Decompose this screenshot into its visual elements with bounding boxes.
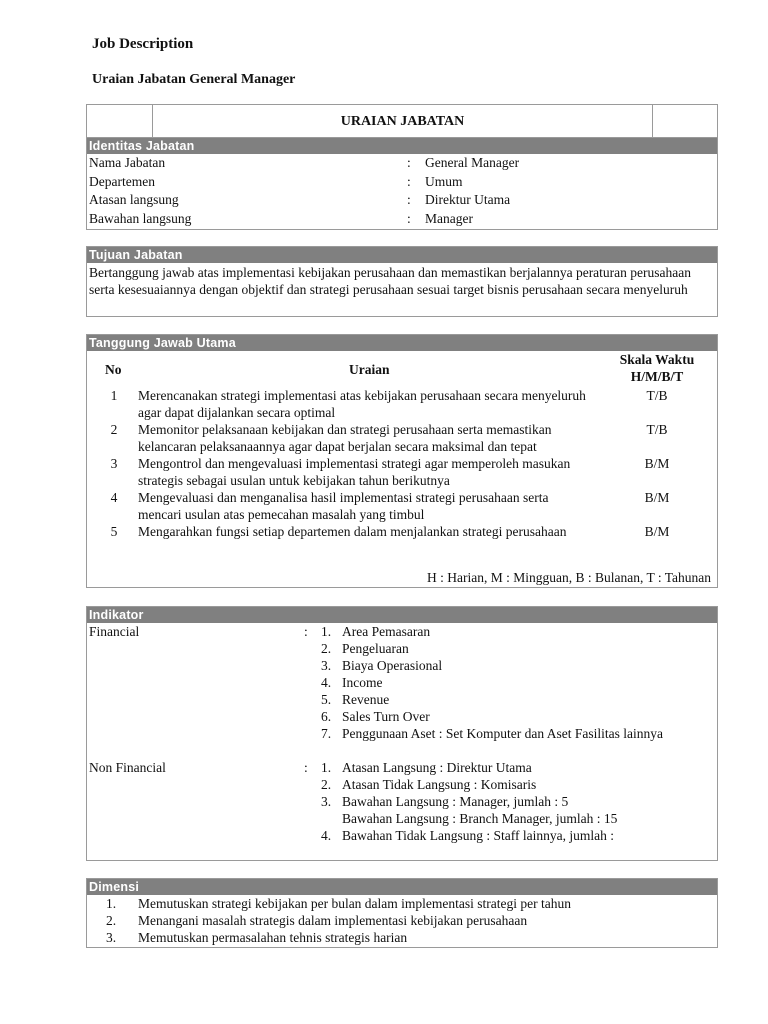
financial-block (87, 623, 717, 742)
item-text: Mengevaluasi dan menganalisa hasil implementasi strategi perusahaan serta mencari usulan atas pemecahan masalah yang timbul (138, 490, 549, 522)
tujuan-text: Bertanggung jawab atas implementasi kebijakan perusahaan dan memastikan berjalannya peraturan perusahaan serta kesesuaiannya dengan objektif dan strategi perusahaan sesuai target bisnis perusahaan secara menyeluruh (89, 265, 692, 297)
financial-colon: : (304, 624, 308, 639)
list-number: 3. (321, 658, 332, 673)
list-subtext: Bawahan Langsung : Branch Manager, jumlah : 15 (342, 811, 618, 826)
title-box-left-cell (87, 105, 153, 137)
tujuan-section (86, 246, 718, 317)
list-number: 2. (321, 641, 332, 656)
identitas-section (86, 137, 718, 230)
identitas-value: General Manager (425, 155, 520, 170)
list-item (321, 674, 717, 691)
list-text: Pengeluaran (342, 641, 409, 656)
list-text: Revenue (342, 692, 390, 707)
list-text: Sales Turn Over (342, 709, 430, 724)
indikator-spacer (87, 742, 717, 759)
column-header-skala (597, 351, 717, 385)
non-financial-list (321, 759, 717, 844)
item-number: 4 (110, 490, 118, 505)
column-header-uraian: Uraian (349, 362, 390, 377)
financial-label: Financial (89, 624, 140, 639)
item-skala: T/B (646, 388, 668, 403)
dimensi-header: Dimensi (87, 879, 717, 895)
item-skala: B/M (644, 456, 670, 471)
dimensi-number: 2. (106, 913, 117, 928)
list-number: 2. (321, 777, 332, 792)
title-box (86, 104, 718, 137)
column-header-skala-line2: H/M/B/T (630, 369, 684, 384)
list-text: Atasan Langsung : Direktur Utama (342, 760, 532, 775)
identitas-colon: : (407, 192, 411, 207)
list-text: Atasan Tidak Langsung : Komisaris (342, 777, 537, 792)
dimensi-item (87, 929, 717, 946)
list-text: Penggunaan Aset : Set Komputer dan Aset Fasilitas lainnya (342, 726, 663, 741)
identitas-value: Umum (425, 173, 463, 189)
list-text: Bawahan Tidak Langsung : Staff lainnya, jumlah : (342, 828, 614, 843)
list-item (321, 793, 717, 827)
item-skala: T/B (646, 422, 668, 437)
identitas-label: Departemen (89, 173, 155, 189)
title-box-heading: URAIAN JABATAN (153, 105, 653, 137)
document-subtitle: Uraian Jabatan General Manager (92, 72, 296, 87)
dimensi-item (87, 895, 717, 912)
list-number: 6. (321, 709, 332, 724)
tanggung-jawab-column-headers (87, 351, 717, 387)
item-text: Mengarahkan fungsi setiap departemen dalam menjalankan strategi perusahaan (138, 524, 567, 539)
column-header-no: No (105, 362, 122, 377)
list-number: 5. (321, 692, 332, 707)
tanggung-jawab-item (87, 489, 717, 523)
identitas-colon: : (407, 210, 411, 226)
list-number: 1. (321, 624, 332, 639)
tanggung-jawab-section (86, 334, 718, 588)
indikator-header: Indikator (87, 607, 717, 623)
non-financial-label: Non Financial (89, 760, 166, 775)
non-financial-block (87, 759, 717, 844)
dimensi-number: 1. (106, 896, 117, 911)
identitas-row (87, 173, 717, 192)
tanggung-jawab-header: Tanggung Jawab Utama (87, 335, 717, 351)
tanggung-jawab-item (87, 387, 717, 421)
tujuan-header: Tujuan Jabatan (87, 247, 717, 263)
item-number: 1 (110, 388, 118, 403)
list-item (321, 640, 717, 657)
skala-legend: H : Harian, M : Mingguan, B : Bulanan, T : Tahunan (426, 570, 711, 585)
indikator-section (86, 606, 718, 861)
item-number: 5 (110, 524, 118, 539)
item-text: Memonitor pelaksanaan kebijakan dan strategi perusahaan serta memastikan kelancaran pelaksanaannya agar dapat berjalan secara maksimal dan tepat (138, 422, 552, 454)
identitas-value: Direktur Utama (425, 192, 511, 207)
tanggung-jawab-item (87, 455, 717, 489)
list-number: 4. (321, 675, 332, 690)
list-item (321, 657, 717, 674)
identitas-label: Bawahan langsung (89, 210, 192, 226)
identitas-colon: : (407, 155, 411, 170)
non-financial-colon: : (304, 760, 308, 775)
item-number: 2 (110, 422, 118, 437)
financial-list (321, 623, 717, 742)
list-text: Bawahan Langsung : Manager, jumlah : 5 (342, 794, 569, 809)
dimensi-text: Menangani masalah strategis dalam implementasi kebijakan perusahaan (138, 913, 528, 928)
dimensi-item (87, 912, 717, 929)
list-item (321, 691, 717, 708)
identitas-value: Manager (425, 210, 473, 226)
identitas-row (87, 191, 717, 210)
identitas-header: Identitas Jabatan (87, 138, 717, 154)
document-title: Job Description (92, 36, 194, 52)
dimensi-text: Memutuskan permasalahan tehnis strategis harian (138, 930, 408, 945)
identitas-row (87, 210, 717, 229)
list-item (321, 827, 717, 844)
column-header-skala-line1: Skala Waktu (619, 352, 695, 367)
identitas-label: Atasan langsung (89, 192, 179, 207)
list-item (321, 623, 717, 640)
title-box-right-cell (653, 105, 717, 137)
list-text: Area Pemasaran (342, 624, 431, 639)
list-item (321, 759, 717, 776)
item-skala: B/M (644, 524, 670, 539)
tanggung-jawab-item (87, 523, 717, 540)
list-number: 7. (321, 726, 332, 741)
identitas-row (87, 154, 717, 173)
identitas-colon: : (407, 173, 411, 189)
dimensi-section (86, 878, 718, 948)
item-number: 3 (110, 456, 118, 471)
list-number: 3. (321, 794, 332, 809)
list-text: Income (342, 675, 383, 690)
list-item (321, 708, 717, 725)
dimensi-text: Memutuskan strategi kebijakan per bulan dalam implementasi strategi per tahun (138, 896, 571, 911)
item-text: Mengontrol dan mengevaluasi implementasi strategi agar memperoleh masukan strategis sebagai usulan untuk kebijakan tahun berikutnya (138, 456, 571, 488)
list-text: Biaya Operasional (342, 658, 443, 673)
identitas-label: Nama Jabatan (89, 155, 166, 170)
list-number: 4. (321, 828, 332, 843)
item-skala: B/M (644, 490, 670, 505)
list-item (321, 776, 717, 793)
list-number: 1. (321, 760, 332, 775)
tanggung-jawab-item (87, 421, 717, 455)
list-item (321, 725, 672, 742)
dimensi-number: 3. (106, 930, 117, 945)
item-text: Merencanakan strategi implementasi atas kebijakan perusahaan secara menyeluruh agar dapat dijalankan secara optimal (138, 388, 586, 420)
